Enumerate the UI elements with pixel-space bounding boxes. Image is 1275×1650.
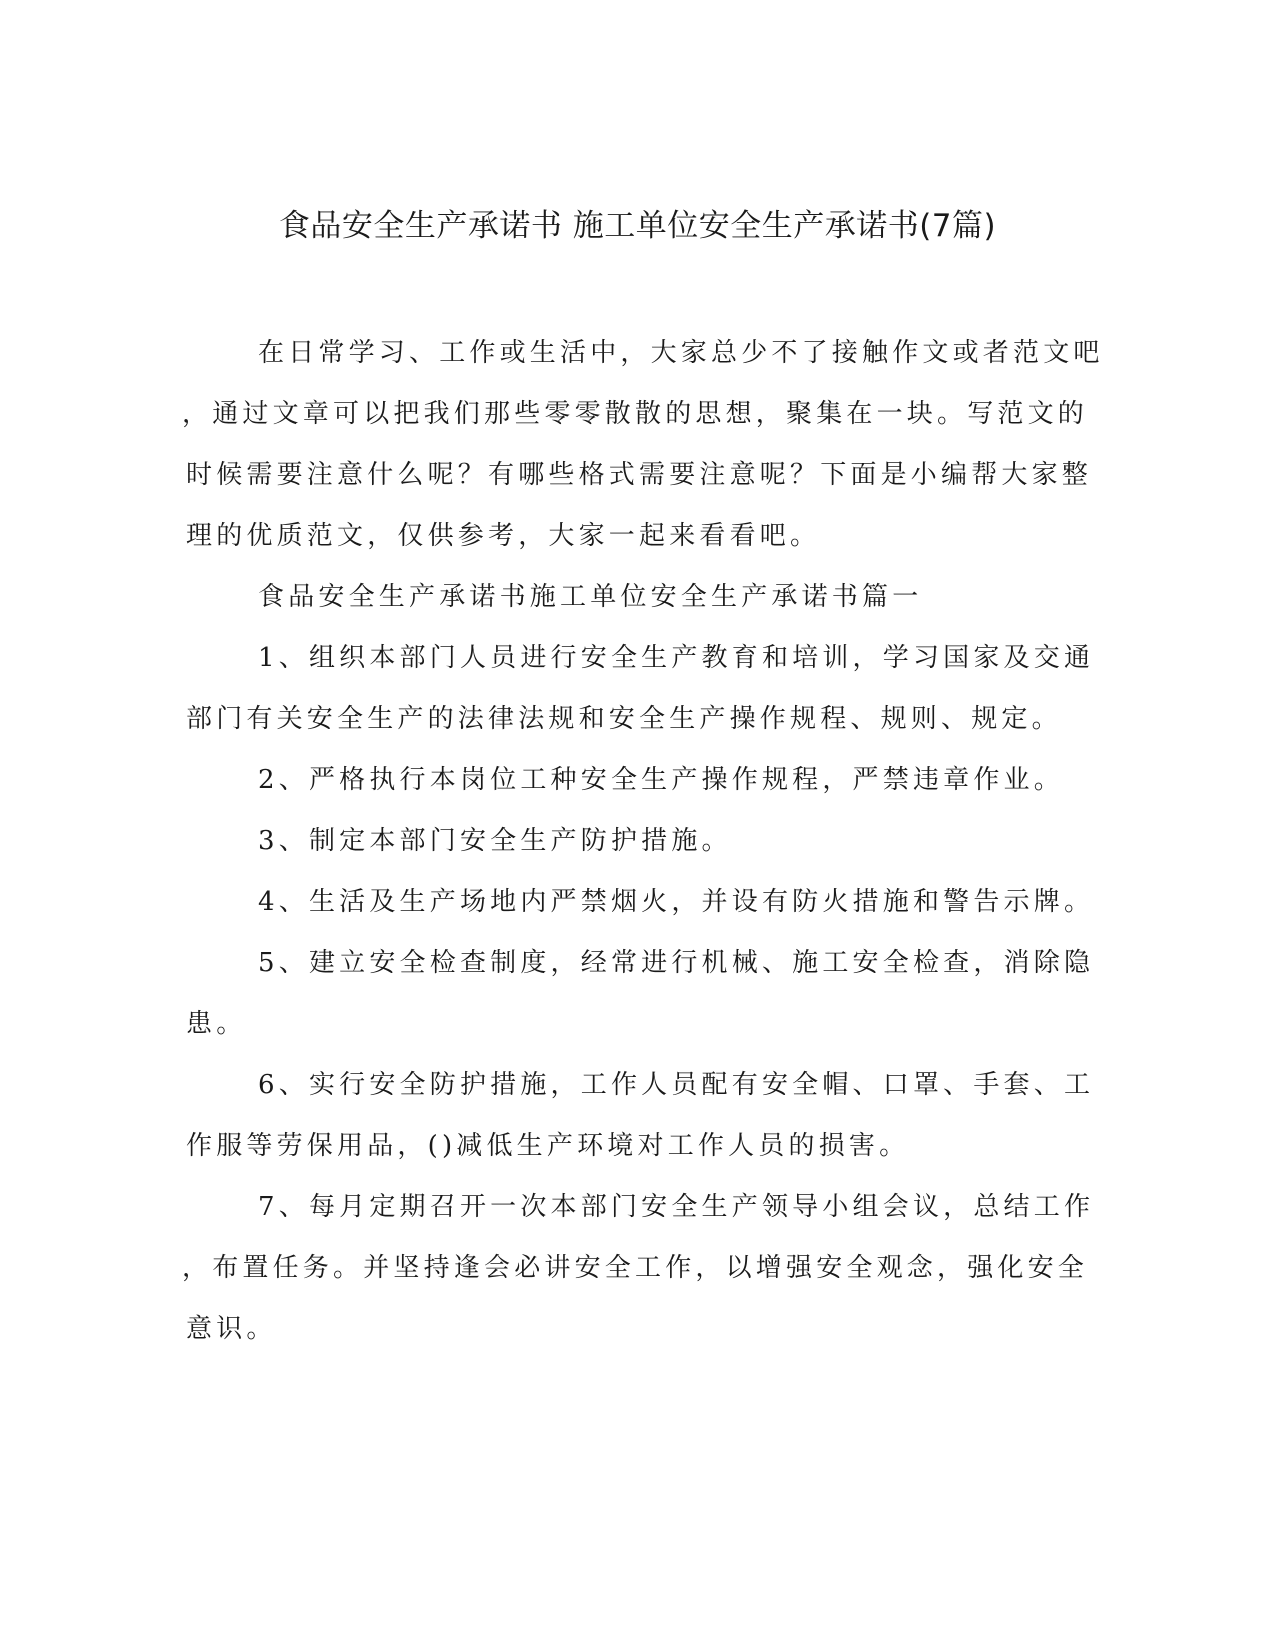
list-item-line: ，布置任务。并坚持逢会必讲安全工作，以增强安全观念，强化安全 (182, 1253, 1089, 1283)
document-body (182, 323, 1104, 1360)
paragraph-line: 时候需要注意什么呢？有哪些格式需要注意呢？下面是小编帮大家整 (186, 460, 1093, 490)
list-item-line: 3、制定本部门安全生产防护措施。 (258, 826, 732, 856)
paragraph-line: 理的优质范文，仅供参考，大家一起来看看吧。 (186, 521, 821, 551)
section-heading: 食品安全生产承诺书施工单位安全生产承诺书篇一 (258, 582, 923, 612)
paragraph-line: 在日常学习、工作或生活中，大家总少不了接触作文或者范文吧 (258, 338, 1104, 368)
list-item-line: 患。 (186, 1009, 247, 1039)
list-item-line: 部门有关安全生产的法律法规和安全生产操作规程、规则、规定。 (186, 704, 1062, 734)
paragraph-line: ，通过文章可以把我们那些零零散散的思想，聚集在一块。写范文的 (182, 399, 1089, 429)
list-item-line: 1、组织本部门人员进行安全生产教育和培训，学习国家及交通 (258, 643, 1095, 673)
list-item-line: 2、严格执行本岗位工种安全生产操作规程，严禁违章作业。 (258, 765, 1064, 795)
list-item-line: 6、实行安全防护措施，工作人员配有安全帽、口罩、手套、工 (258, 1070, 1095, 1100)
list-item-line: 5、建立安全检查制度，经常进行机械、施工安全检查，消除隐 (258, 948, 1095, 978)
document-title: 食品安全生产承诺书 施工单位安全生产承诺书(7篇) (278, 208, 997, 244)
list-item-line: 4、生活及生产场地内严禁烟火，并设有防火措施和警告示牌。 (258, 887, 1095, 917)
list-item-line: 意识。 (186, 1314, 277, 1344)
list-item-line: 7、每月定期召开一次本部门安全生产领导小组会议，总结工作 (258, 1192, 1095, 1222)
list-item-line: 作服等劳保用品，()减低生产环境对工作人员的损害。 (186, 1131, 910, 1161)
